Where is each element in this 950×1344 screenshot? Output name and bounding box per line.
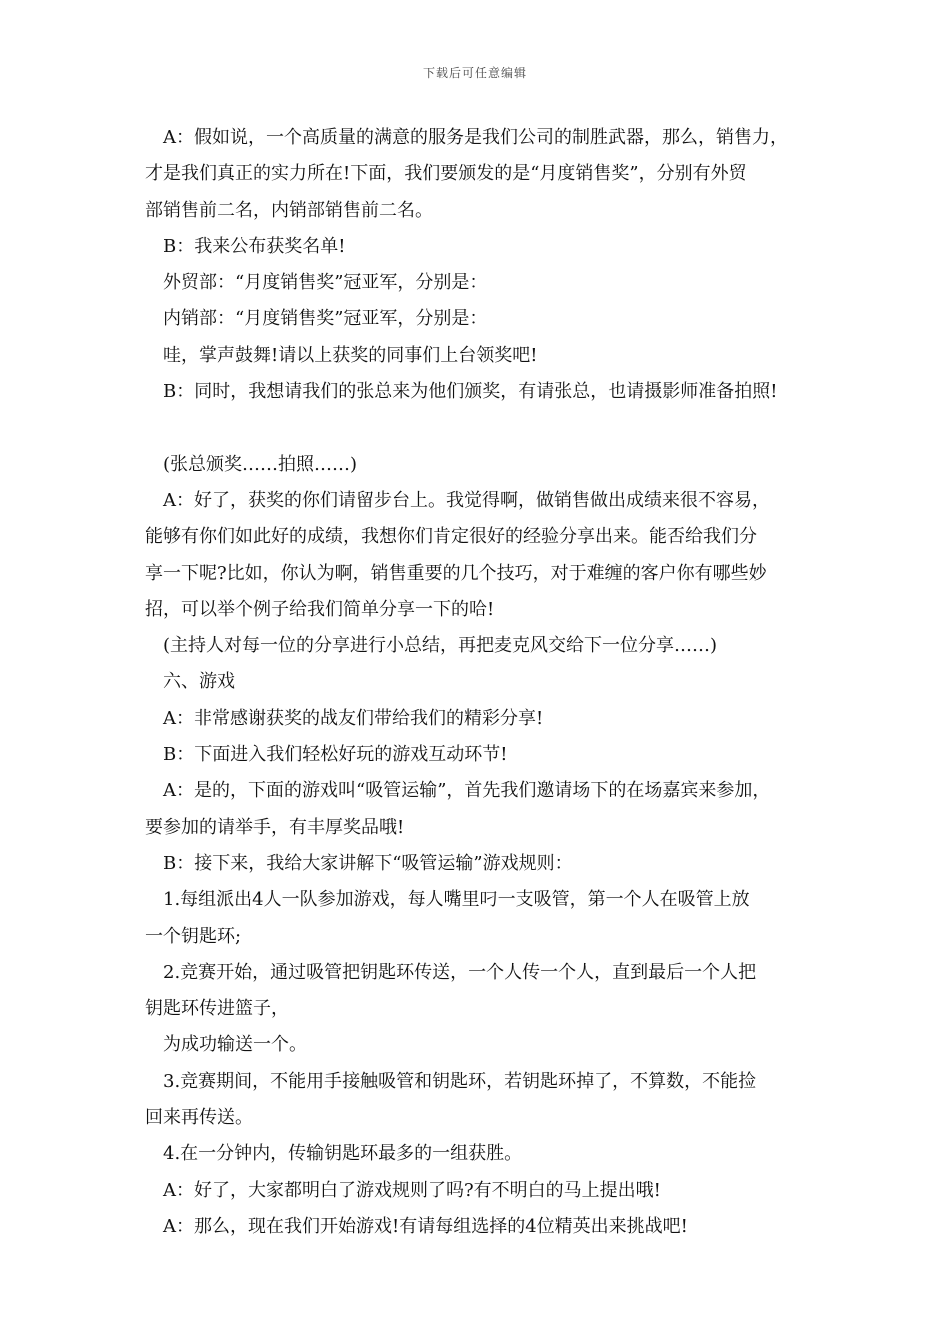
text-line: 六、游戏 xyxy=(163,671,235,693)
text-line: 才是我们真正的实力所在!下面，我们要颁发的是“月度销售奖”，分别有外贸 xyxy=(145,163,747,185)
blank-line xyxy=(145,410,815,446)
text-line: 内销部：“月度销售奖”冠亚军，分别是： xyxy=(163,308,488,330)
text-line: 能够有你们如此好的成绩，我想你们肯定很好的经验分享出来。能否给我们分 xyxy=(145,526,757,548)
text-line: 回来再传送。 xyxy=(145,1107,253,1129)
text-line: A：好了，大家都明白了游戏规则了吗?有不明白的马上提出哦! xyxy=(163,1179,661,1201)
text-line: 要参加的请举手，有丰厚奖品哦! xyxy=(145,816,405,838)
text-line: 1.每组派出4人一队参加游戏，每人嘴里叼一支吸管，第一个人在吸管上放 xyxy=(163,889,750,911)
text-line: A：非常感谢获奖的战友们带给我们的精彩分享! xyxy=(163,707,544,729)
text-line: 钥匙环传进篮子， xyxy=(145,998,289,1020)
text-line: B：我来公布获奖名单! xyxy=(163,235,346,257)
text-line: 享一下呢?比如，你认为啊，销售重要的几个技巧，对于难缠的客户你有哪些妙 xyxy=(145,562,767,584)
text-line: A：假如说，一个高质量的满意的服务是我们公司的制胜武器，那么，销售力， xyxy=(163,127,788,148)
text-line: 外贸部：“月度销售奖”冠亚军，分别是： xyxy=(163,272,488,294)
text-line: A：那么，现在我们开始游戏!有请每组选择的4位精英出来挑战吧! xyxy=(163,1215,688,1237)
text-line: B：同时，我想请我们的张总来为他们颁奖，有请张总，也请摄影师准备拍照! xyxy=(163,381,778,403)
text-line: A：是的，下面的游戏叫“吸管运输”，首先我们邀请场下的在场嘉宾来参加， xyxy=(163,780,771,802)
text-line: 招，可以举个例子给我们简单分享一下的哈! xyxy=(145,598,495,620)
text-line: (张总颁奖……拍照……) xyxy=(163,453,358,475)
page-header: 下载后可任意编辑 xyxy=(422,66,527,80)
text-line: 部销售前二名，内销部销售前二名。 xyxy=(145,199,433,221)
text-line: A：好了，获奖的你们请留步台上。我觉得啊，做销售做出成绩来很不容易， xyxy=(163,489,770,511)
text-line: 2.竞赛开始，通过吸管把钥匙环传送，一个人传一个人，直到最后一个人把 xyxy=(163,961,757,983)
text-line: 为成功输送一个。 xyxy=(163,1034,307,1056)
text-line: (主持人对每一位的分享进行小总结，再把麦克风交给下一位分享……) xyxy=(163,635,718,657)
text-line: 3.竞赛期间，不能用手接触吸管和钥匙环，若钥匙环掉了，不算数，不能捡 xyxy=(163,1070,757,1092)
text-line: 4.在一分钟内，传输钥匙环最多的一组获胜。 xyxy=(163,1143,523,1165)
text-line: B：接下来，我给大家讲解下“吸管运输”游戏规则： xyxy=(163,852,573,874)
text-line: 哇，掌声鼓舞!请以上获奖的同事们上台领奖吧! xyxy=(163,344,538,366)
text-line: 一个钥匙环; xyxy=(145,925,242,947)
document-body xyxy=(145,120,815,1245)
text-line: B：下面进入我们轻松好玩的游戏互动环节! xyxy=(163,744,508,766)
